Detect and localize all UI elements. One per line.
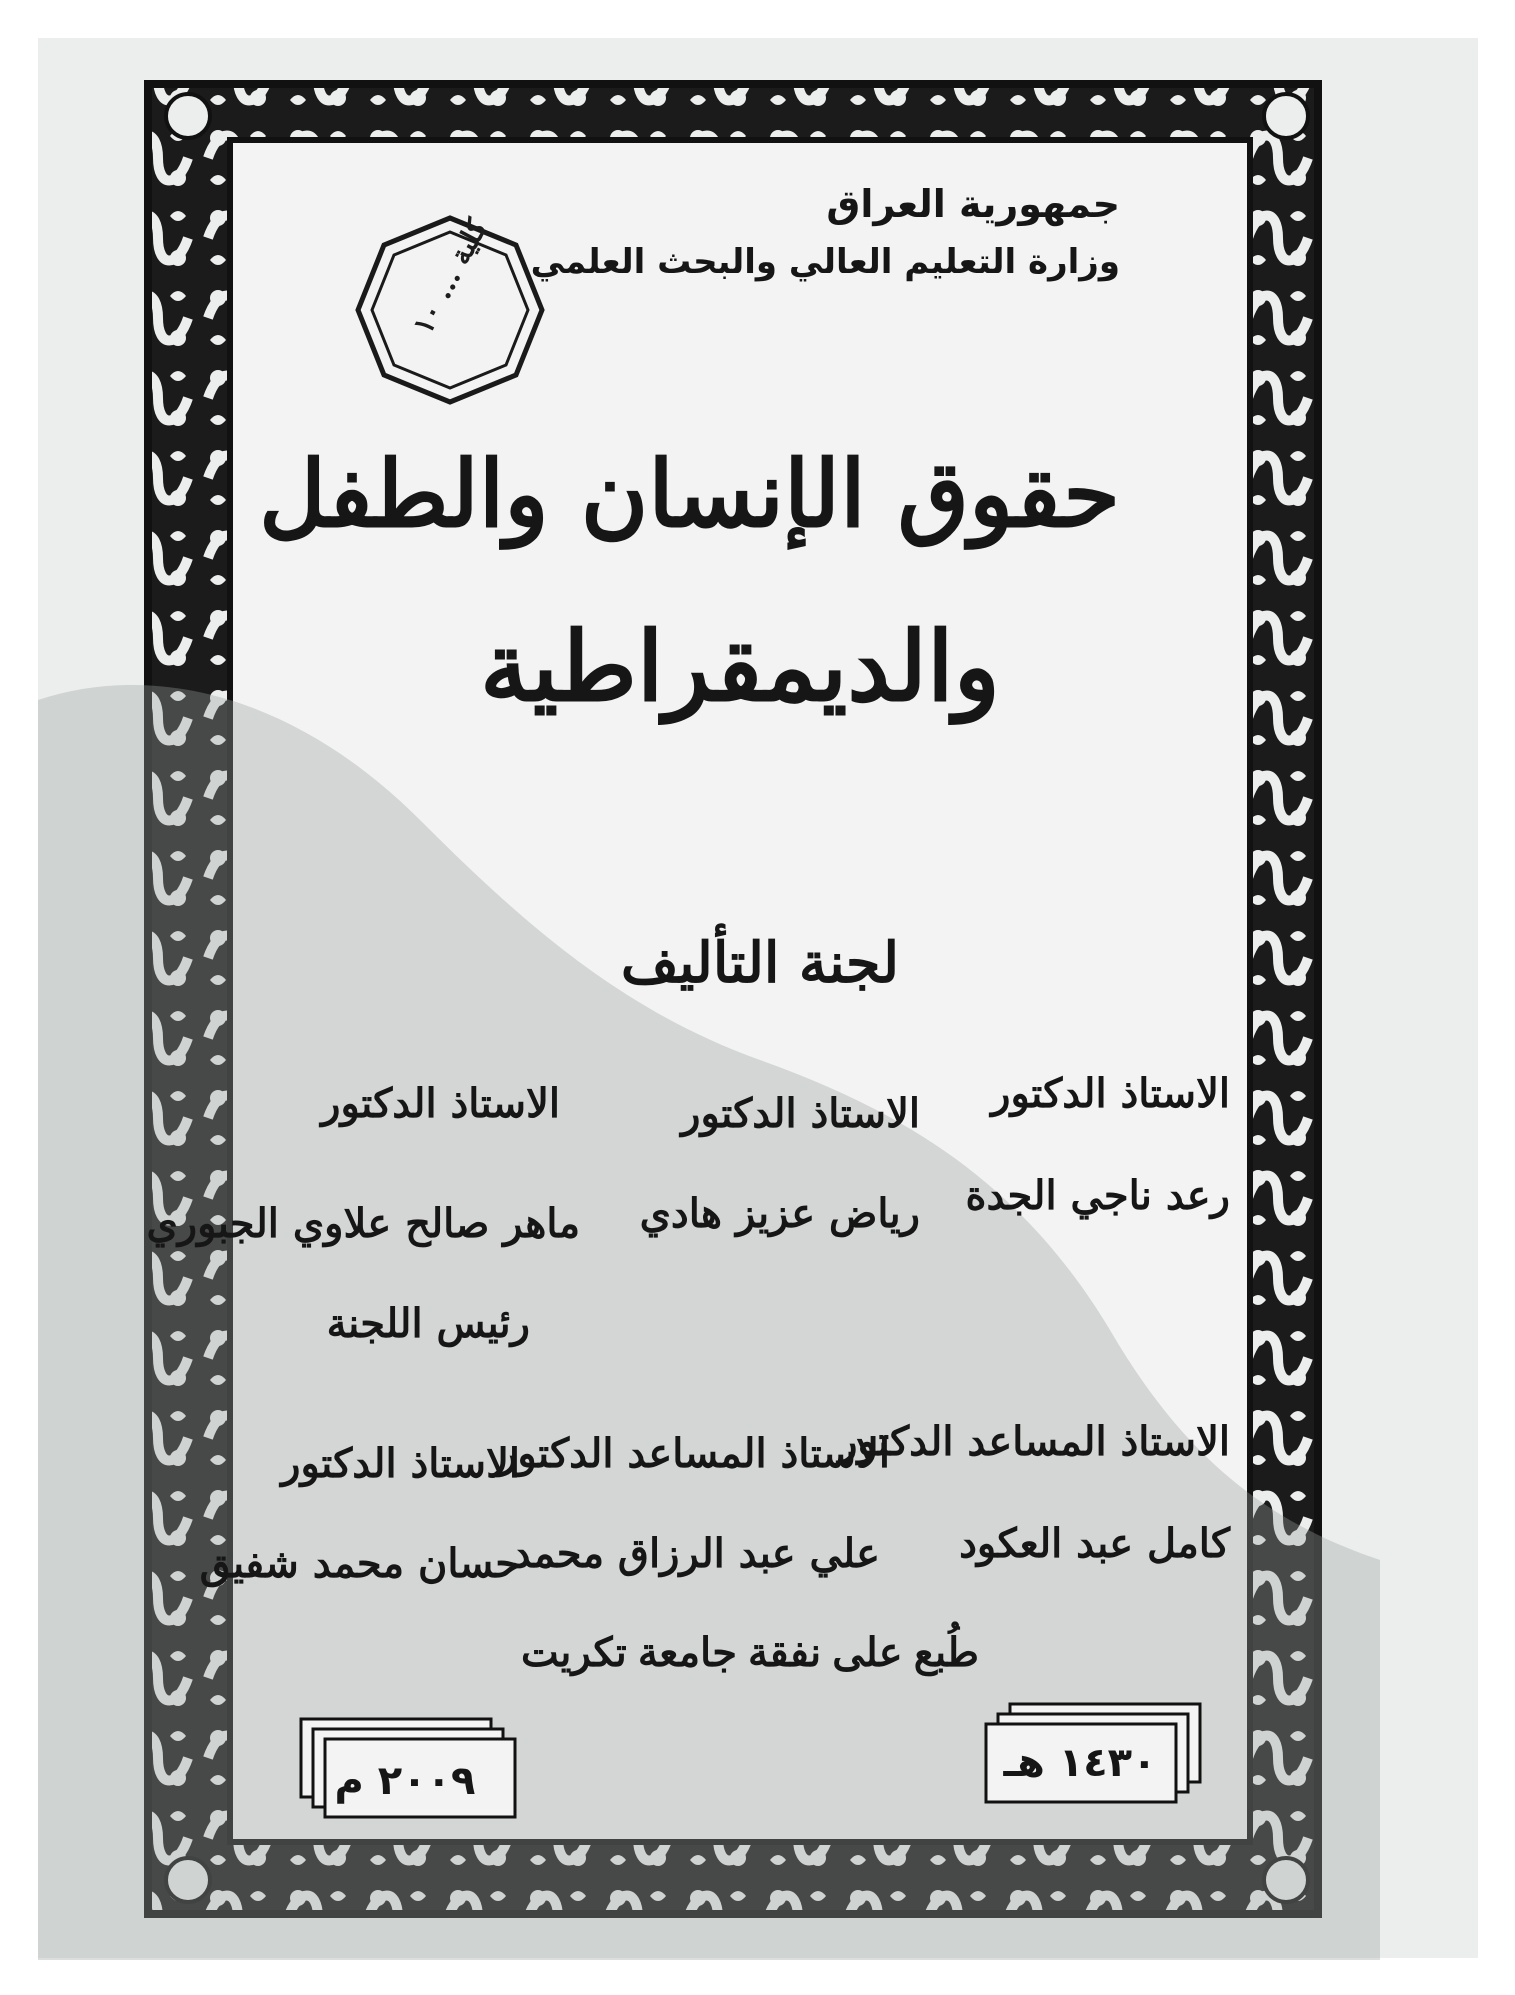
book-title-line1: حقوق الإنسان والطفل — [259, 440, 1120, 548]
gregorian-date: ٢٠٠٩ م — [334, 1758, 476, 1804]
hijri-date: ١٤٣٠ هـ — [1003, 1740, 1157, 1786]
author-rank: الاستاذ الدكتور — [681, 1090, 920, 1137]
author-name: ماهر صالح علاوي الجبوري — [146, 1200, 580, 1247]
committee-heading: لجنة التأليف — [620, 930, 900, 996]
author-name: علي عبد الرزاق محمد — [512, 1530, 880, 1577]
author-name: رياض عزيز هادي — [639, 1190, 920, 1237]
author-rank: الاستاذ المساعد الدكتور — [498, 1430, 890, 1477]
country-heading: جمهورية العراق — [826, 182, 1120, 226]
author-rank: الاستاذ الدكتور — [321, 1080, 560, 1127]
book-title-line2: والديمقراطية — [480, 610, 1000, 723]
author-name: كامل عبد العكود — [959, 1520, 1230, 1567]
author-rank: الاستاذ المساعد الدكتور — [838, 1418, 1230, 1465]
author-rank: الاستاذ الدكتور — [991, 1070, 1230, 1117]
author-rank: الاستاذ الدكتور — [281, 1440, 520, 1487]
committee-chair-label: رئيس اللجنة — [326, 1300, 530, 1347]
stamp-text: كلية ... ١٠ — [406, 213, 494, 340]
author-name: حسان محمد شفيق — [199, 1540, 520, 1587]
ministry-heading: وزارة التعليم العالي والبحث العلمي — [530, 242, 1120, 282]
author-name: رعد ناجي الجدة — [965, 1172, 1230, 1219]
printed-by-note: طُبع على نفقة جامعة تكريت — [521, 1631, 979, 1675]
